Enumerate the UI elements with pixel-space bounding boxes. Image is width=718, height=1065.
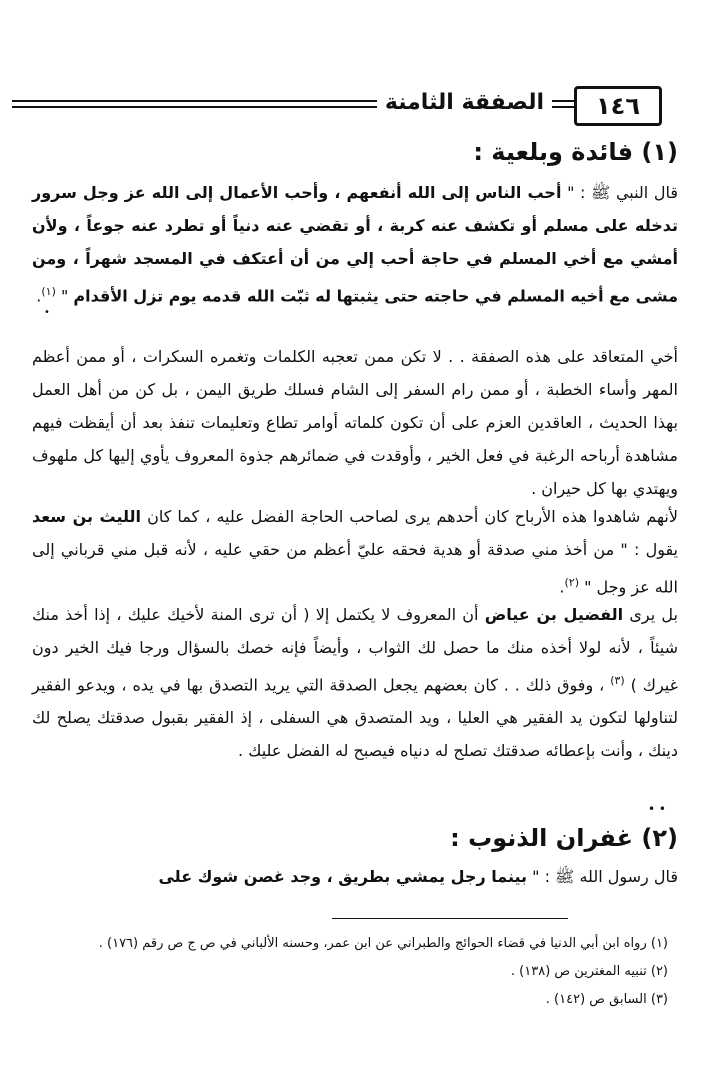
page-number: ١٤٦ xyxy=(574,86,662,126)
para-3-end: . xyxy=(559,577,565,597)
hadith-2-text: بينما رجل يمشي بطريق ، وجد غصن شوك على xyxy=(158,867,528,886)
para-3-before: لأنهم شاهدوا هذه الأرباح كان أحدهم يرى لصاحب الحاجة الفضل عليه ، كما كان xyxy=(147,507,679,526)
para-4-before: بل يرى xyxy=(629,605,678,624)
hadith-1-end: . xyxy=(36,286,42,306)
header-rule-top xyxy=(12,100,662,102)
paragraph-4 xyxy=(32,598,678,767)
header-rule-bottom xyxy=(12,106,662,108)
person-name-laith: الليث بن سعد xyxy=(32,507,142,526)
footnote-3: (٣) السابق ص (١٤٢) . xyxy=(545,992,668,1007)
hadith-2-intro: قال رسول الله ﷺ : " xyxy=(532,867,678,886)
hadith-1-close: " xyxy=(60,286,69,306)
paragraph-hadith-2 xyxy=(32,860,678,893)
footnote-ref-1: (١) xyxy=(41,285,56,298)
header-title: الصفقة الثامنة xyxy=(377,90,552,115)
para-4-after: ، وفوق ذلك . . كان بعضهم يجعل الصدقة التي يريد التصدق بها في يده ، ويدعو الفقير لتناولها لتكون يد الفقير هي العليا ، ويد المتصدق هي السفلى ، إذ الفقير بقبول صدقتك يصلح لك دينك ، وأنت بإعطائه صدقتك تصلح له دنياه فيصبح له الفضل عليك . xyxy=(32,675,678,761)
paragraph-2: أخي المتعاقد على هذه الصفقة . . لا تكن ممن تعجبه الكلمات وتغمره السكرات ، أو ممن أعظم المهر وأساء الخطبة ، أو ممن رام السفر إلى الشام فسلك طريق اليمن ، بل كن من أهل العمل بهذا الحديث ، العاقدين العزم على أن تكون كلماته أوامر تطاع وتعليمات تنفذ بعد أن أيقظت فيهم مشاهدة أرباحه الرغبة في فعل الخير ، وأوقدت في ضمائرهم جذوة المعروف يأوي إليها كل ملهوف ويهتدي بها كل حيران . xyxy=(32,347,678,498)
page-header xyxy=(12,88,662,124)
section-1-title: (١) فائدة وبلعية : xyxy=(473,138,678,166)
footnote-separator xyxy=(332,918,568,919)
stray-dot: • xyxy=(44,307,50,318)
footnote-ref-2: (٢) xyxy=(564,576,579,589)
paragraph-hadith-1 xyxy=(32,176,678,312)
hadith-1-text: أحب الناس إلى الله أنفعهم ، وأحب الأعمال إلى الله عز وجل سرور تدخله على مسلم أو تكشف عنه كربة ، أو تقضي عنه دنياً أو تطرد عنه جوعاً ، ولأن أمشي مع أخي المسلم في حاجة أحب إلي من أن أعتكف في المسجد شهراً ، ومن مشى مع أخيه المسلم في حاجته حتى يثبتها له ثبّت الله قدمه يوم تزل الأقدام xyxy=(32,183,678,306)
para-4-middle: أن المعروف لا يكتمل إلا ( أن ترى المنة لأخيك عليك ، إذا أخذ منك شيئاً ، لأنه لولا أخذه منك ما حصل لك الثواب ، وأيضاً فإنه خصك بالسؤال ورجا فيك الخير دون غيرك ) xyxy=(32,605,678,695)
section-2-title: (٢) غفران الذنوب : xyxy=(450,824,678,852)
hadith-1-intro: قال النبي ﷺ : " xyxy=(567,183,679,202)
stray-dots: • • xyxy=(648,802,666,816)
paragraph-3 xyxy=(32,500,678,603)
footnote-ref-3: (٣) xyxy=(610,674,625,687)
para-3-after: يقول : " من أخذ مني صدقة أو هدية فحقه عليّ أعظم من حقي عليه ، لأنه قبل مني قرباني إلى الله عز وجل " xyxy=(32,540,678,597)
person-name-fudayl: الفضيل بن عياض xyxy=(484,605,624,624)
footnote-2: (٢) تنبيه المغترين ص (١٣٨) . xyxy=(510,964,668,979)
footnote-1: (١) رواه ابن أبي الدنيا في قضاء الحوائج والطبراني عن ابن عمر، وحسنه الألباني في ص ج ص رقم (١٧٦) . xyxy=(98,936,668,951)
